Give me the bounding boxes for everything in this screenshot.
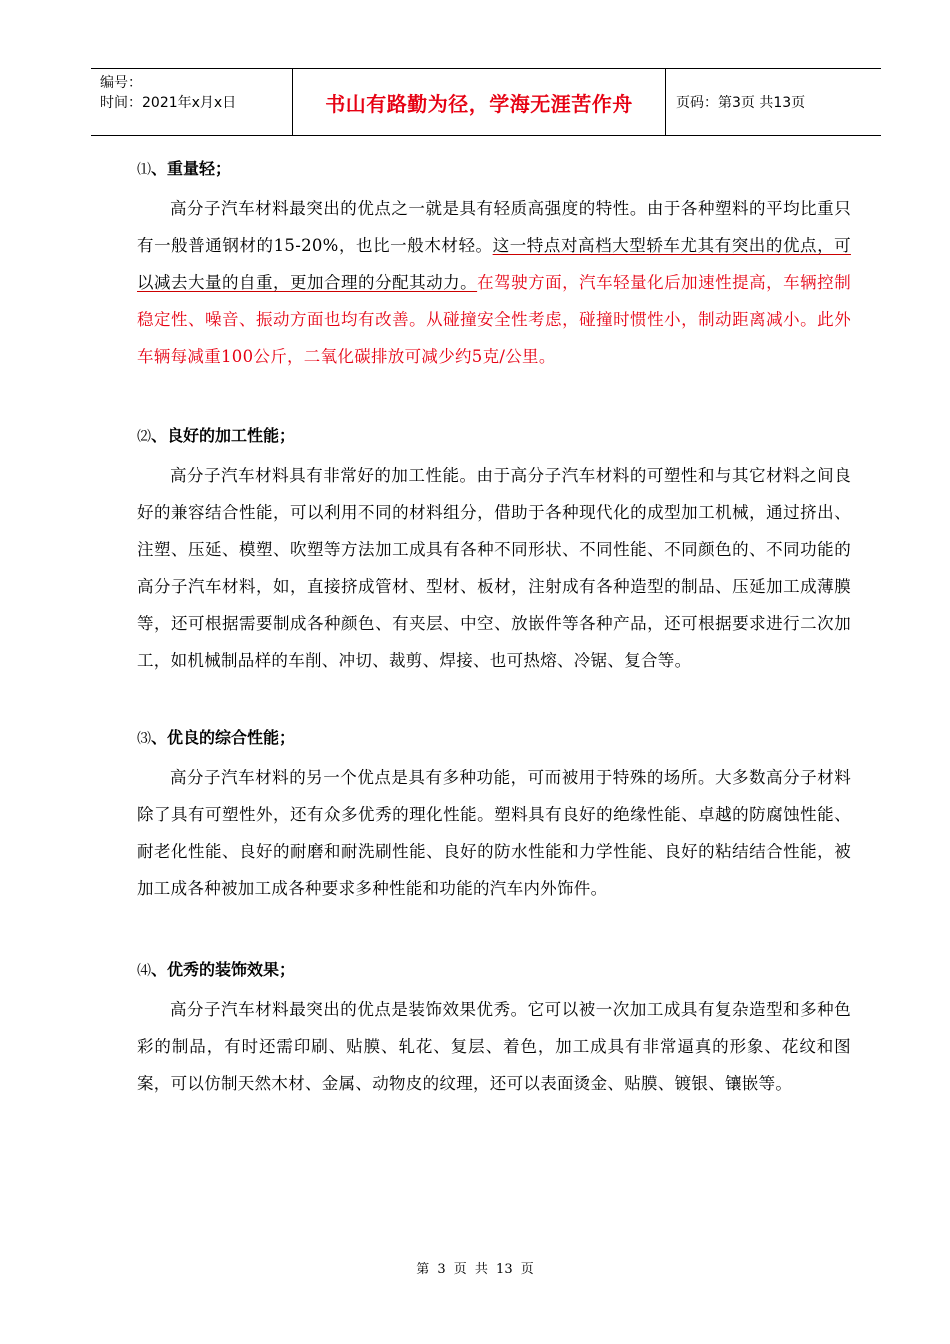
page-footer: 第 3 页 共 13 页 (416, 1262, 534, 1277)
section-processing (137, 425, 851, 679)
section-heading (137, 959, 851, 981)
underlined-text: 这一特点对高档大型轿车尤其有突出的优点，可以减去大量的自重，更加合理的分配其动力。 (137, 236, 851, 292)
section-light-weight (137, 158, 851, 375)
section-number: ⑷ (137, 963, 151, 979)
section-title: 、优秀的装饰效果； (151, 960, 296, 979)
section-title: 、优良的综合性能； (151, 728, 296, 747)
section-heading (137, 425, 851, 447)
paragraph-text: 高分子汽车材料最突出的优点之一就是具有轻质高强度的特性。由于各种塑料的平均比重只有一般普通钢材的15-20%，也比一般木材轻。 (137, 199, 851, 255)
red-highlight-text: 在驾驶方面，汽车轻量化后加速性提高，车辆控制稳定性、噪音、振动方面也均有改善。从碰撞安全性考虑，碰撞时惯性小，制动距离减小。此外车辆每减重100公斤，二氧化碳排放可减少约5克/公里。 (137, 273, 851, 366)
document-body (137, 150, 851, 1102)
section-paragraph: 高分子汽车材料最突出的优点是装饰效果优秀。它可以被一次加工成具有复杂造型和多种色彩的制品，有时还需印刷、贴膜、轧花、复层、着色，加工成具有非常逼真的形象、花纹和图案，可以仿制天然木材、金属、动物皮的纹理，还可以表面烫金、贴膜、镀银、镶嵌等。 (137, 1000, 851, 1093)
section-heading (137, 158, 851, 180)
document-number-label: 编号： (100, 75, 142, 91)
section-number: ⑵ (137, 429, 151, 445)
section-number: ⑴ (137, 162, 151, 178)
section-comprehensive (137, 727, 851, 907)
header-meta-cell (91, 69, 293, 135)
page-header (91, 68, 881, 136)
document-time-label: 时间：2021年x月x日 (100, 95, 237, 111)
section-title: 、良好的加工性能； (151, 426, 296, 445)
header-motto: 书山有路勤为径，学海无涯苦作舟 (293, 69, 666, 135)
section-paragraph (137, 190, 851, 375)
section-number: ⑶ (137, 731, 151, 747)
section-decoration (137, 959, 851, 1102)
section-heading (137, 727, 851, 749)
section-paragraph: 高分子汽车材料具有非常好的加工性能。由于高分子汽车材料的可塑性和与其它材料之间良好的兼容结合性能，可以利用不同的材料组分，借助于各种现代化的成型加工机械，通过挤出、注塑、压延、模塑、吹塑等方法加工成具有各种不同形状、不同性能、不同颜色的、不同功能的高分子汽车材料，如，直接挤成管材、型材、板材，注射成有各种造型的制品、压延加工成薄膜等，还可根据需要制成各种颜色、有夹层、中空、放嵌件等各种产品，还可根据要求进行二次加工，如机械制品样的车削、冲切、裁剪、焊接、也可热熔、冷锯、复合等。 (137, 466, 851, 670)
header-page-label: 页码：第3页 共13页 (676, 95, 806, 111)
section-paragraph: 高分子汽车材料的另一个优点是具有多种功能，可而被用于特殊的场所。大多数高分子材料除了具有可塑性外，还有众多优秀的理化性能。塑料具有良好的绝缘性能、卓越的防腐蚀性能、耐老化性能、良好的耐磨和耐洗刷性能、良好的防水性能和力学性能、良好的粘结结合性能，被加工成各种被加工成各种要求多种性能和功能的汽车内外饰件。 (137, 768, 851, 898)
section-title: 、重量轻； (151, 159, 232, 178)
